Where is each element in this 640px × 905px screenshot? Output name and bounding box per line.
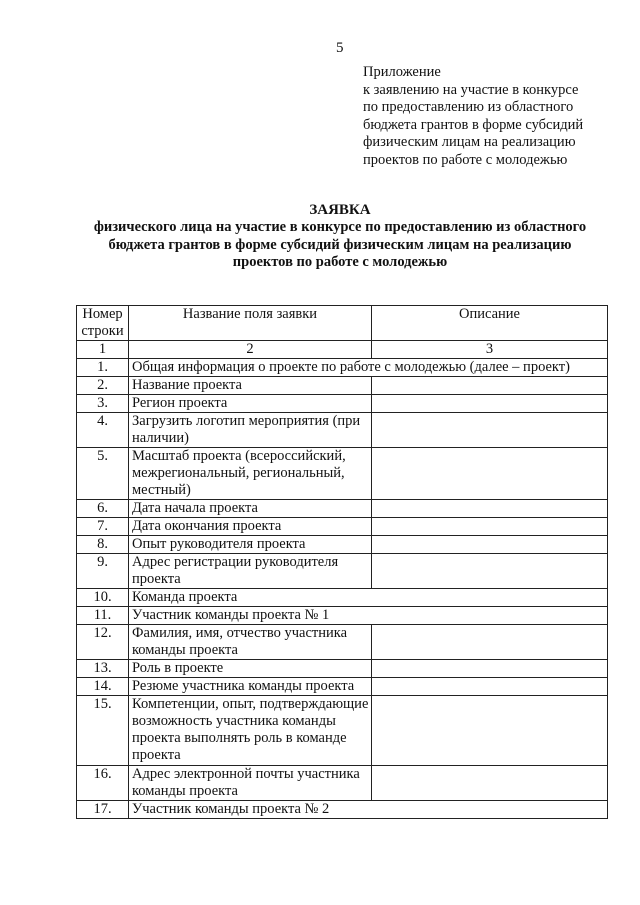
- description-cell[interactable]: [372, 625, 608, 660]
- table-row: [77, 413, 608, 448]
- table-row: [77, 696, 608, 766]
- table-row: [77, 660, 608, 678]
- row-number: 1.: [77, 359, 129, 377]
- table-row: [77, 678, 608, 696]
- field-name: Адрес электронной почты участника команды проекта: [129, 766, 372, 801]
- table-row: [77, 554, 608, 589]
- description-cell[interactable]: [372, 554, 608, 589]
- row-number: 2.: [77, 377, 129, 395]
- description-cell[interactable]: [372, 536, 608, 554]
- field-name: Участник команды проекта № 1: [129, 607, 608, 625]
- table-row: [77, 500, 608, 518]
- row-number: 10.: [77, 589, 129, 607]
- row-number: 12.: [77, 625, 129, 660]
- row-number: 7.: [77, 518, 129, 536]
- table-row: [77, 377, 608, 395]
- description-cell[interactable]: [372, 660, 608, 678]
- row-number: 9.: [77, 554, 129, 589]
- table-row: [77, 518, 608, 536]
- page-number: 5: [336, 40, 344, 56]
- row-number: 11.: [77, 607, 129, 625]
- table-row: [77, 536, 608, 554]
- field-name: Регион проекта: [129, 395, 372, 413]
- column-number: 1: [77, 341, 129, 359]
- application-table: [76, 305, 608, 819]
- column-number: 2: [129, 341, 372, 359]
- field-name: Загрузить логотип мероприятия (при наличии): [129, 413, 372, 448]
- appendix-line: по предоставлению из областного: [363, 99, 574, 116]
- field-name: Опыт руководителя проекта: [129, 536, 372, 554]
- table-row: [77, 359, 608, 377]
- field-name: Дата начала проекта: [129, 500, 372, 518]
- description-cell[interactable]: [372, 395, 608, 413]
- table-row: [77, 607, 608, 625]
- header-row-number: Номер строки: [77, 306, 129, 341]
- field-name: Дата окончания проекта: [129, 518, 372, 536]
- table-header-row: [77, 306, 608, 341]
- header-field-name: Название поля заявки: [129, 306, 372, 341]
- appendix-note: [363, 64, 633, 170]
- field-name: Участник команды проекта № 2: [129, 801, 608, 819]
- description-cell[interactable]: [372, 518, 608, 536]
- header-description: Описание: [372, 306, 608, 341]
- appendix-line: к заявлению на участие в конкурсе: [363, 81, 579, 98]
- table-row: [77, 589, 608, 607]
- field-name: Роль в проекте: [129, 660, 372, 678]
- row-number: 4.: [77, 413, 129, 448]
- table-row: [77, 448, 608, 500]
- field-name: Резюме участника команды проекта: [129, 678, 372, 696]
- table-row: [77, 766, 608, 801]
- description-cell[interactable]: [372, 696, 608, 766]
- row-number: 8.: [77, 536, 129, 554]
- column-number: 3: [372, 341, 608, 359]
- table-row: [77, 625, 608, 660]
- table-row: [77, 395, 608, 413]
- appendix-line: физическим лицам на реализацию: [363, 134, 576, 151]
- row-number: 14.: [77, 678, 129, 696]
- field-name: Фамилия, имя, отчество участника команды проекта: [129, 625, 372, 660]
- field-name: Масштаб проекта (всероссийский, межрегиональный, региональный, местный): [129, 448, 372, 500]
- row-number: 5.: [77, 448, 129, 500]
- appendix-line: проектов по работе с молодежью: [363, 151, 568, 168]
- appendix-line: Приложение: [363, 64, 441, 80]
- row-number: 16.: [77, 766, 129, 801]
- description-cell[interactable]: [372, 678, 608, 696]
- description-cell[interactable]: [372, 377, 608, 395]
- description-cell[interactable]: [372, 448, 608, 500]
- row-number: 15.: [77, 696, 129, 766]
- column-number-row: [77, 341, 608, 359]
- row-number: 3.: [77, 395, 129, 413]
- table-row: [77, 801, 608, 819]
- description-cell[interactable]: [372, 413, 608, 448]
- row-number: 17.: [77, 801, 129, 819]
- document-title: ЗАЯВКА: [309, 202, 371, 218]
- field-name: Команда проекта: [129, 589, 608, 607]
- subtitle-line: бюджета грантов в форме субсидий физическим лицам на реализацию: [108, 236, 572, 253]
- field-name: Название проекта: [129, 377, 372, 395]
- description-cell[interactable]: [372, 766, 608, 801]
- subtitle-line: физического лица на участие в конкурсе по предоставлению из областного: [93, 219, 587, 235]
- row-number: 13.: [77, 660, 129, 678]
- field-name: Адрес регистрации руководителя проекта: [129, 554, 372, 589]
- description-cell[interactable]: [372, 500, 608, 518]
- document-subtitle: [60, 219, 620, 272]
- field-name: Компетенции, опыт, подтверждающие возможность участника команды проекта выполнять роль в команде проекта: [129, 696, 372, 766]
- appendix-line: бюджета грантов в форме субсидий: [363, 116, 584, 133]
- row-number: 6.: [77, 500, 129, 518]
- subtitle-line: проектов по работе с молодежью: [232, 254, 448, 270]
- field-name: Общая информация о проекте по работе с молодежью (далее – проект): [129, 359, 608, 377]
